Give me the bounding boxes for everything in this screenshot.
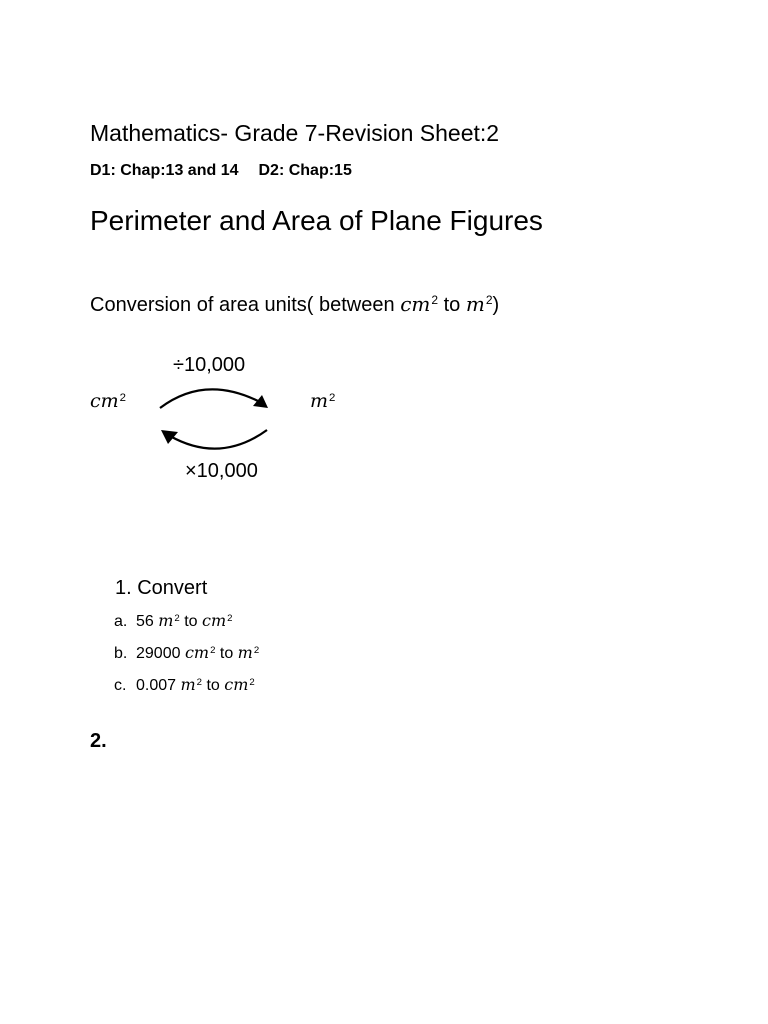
item-to: to <box>179 613 202 630</box>
item-from-unit: m <box>158 611 174 630</box>
item-from-exponent: 2 <box>196 676 202 688</box>
item-to-unit: cm <box>202 611 227 630</box>
chapters-d1: D1: Chap:13 and 14 <box>90 162 239 179</box>
conversion-unit-to: m <box>465 292 485 316</box>
divide-label: ÷10,000 <box>173 354 246 376</box>
item-to: to <box>202 677 225 694</box>
diagram-right-unit <box>310 390 335 413</box>
conversion-heading <box>90 292 499 317</box>
item-from-exponent: 2 <box>174 612 180 624</box>
item-to-unit: cm <box>224 675 249 694</box>
arrow-top-head <box>253 395 268 408</box>
item-value: 56 <box>136 613 159 630</box>
conversion-unit-from: cm <box>400 292 431 316</box>
arrow-bottom-head <box>161 430 178 444</box>
item-letter: a. <box>114 613 128 630</box>
item-to-exponent: 2 <box>227 612 233 624</box>
conversion-arrows <box>150 380 280 455</box>
left-unit-exponent: 2 <box>119 391 127 404</box>
right-unit-exponent: 2 <box>329 391 336 404</box>
item-from-unit: m <box>180 675 196 694</box>
item-to-exponent: 2 <box>249 676 255 688</box>
question-2-heading: 2. <box>90 730 107 752</box>
conversion-unit-from-exponent: 2 <box>431 293 439 308</box>
arrow-top-curve <box>160 389 260 408</box>
item-from-unit: cm <box>184 643 210 662</box>
conversion-connector: to <box>438 294 466 316</box>
question-1-heading: 1. Convert <box>115 577 208 599</box>
chapter-info <box>90 162 352 180</box>
item-letter: b. <box>114 645 128 662</box>
right-unit-symbol: m <box>310 390 329 412</box>
conversion-unit-to-exponent: 2 <box>485 293 493 308</box>
conversion-close: ) <box>492 294 500 316</box>
item-value: 0.007 <box>136 677 181 694</box>
item-letter: c. <box>114 677 127 694</box>
question-1-item-c <box>114 675 255 695</box>
sheet-title: Mathematics- Grade 7-Revision Sheet:2 <box>90 120 500 146</box>
item-to-exponent: 2 <box>253 644 260 656</box>
item-value: 29000 <box>136 645 185 662</box>
question-1-item-a <box>114 611 232 631</box>
topic-heading: Perimeter and Area of Plane Figures <box>90 205 543 236</box>
diagram-left-unit <box>90 390 126 413</box>
item-to-unit: m <box>237 643 253 662</box>
item-from-exponent: 2 <box>210 644 216 656</box>
left-unit-symbol: cm <box>90 390 119 412</box>
chapters-d2: D2: Chap:15 <box>258 162 352 179</box>
item-to: to <box>215 645 238 662</box>
arrow-bottom-curve <box>170 430 267 449</box>
multiply-label: ×10,000 <box>185 460 258 482</box>
conversion-intro: Conversion of area units( between <box>90 294 401 316</box>
question-1-item-b <box>114 643 259 663</box>
